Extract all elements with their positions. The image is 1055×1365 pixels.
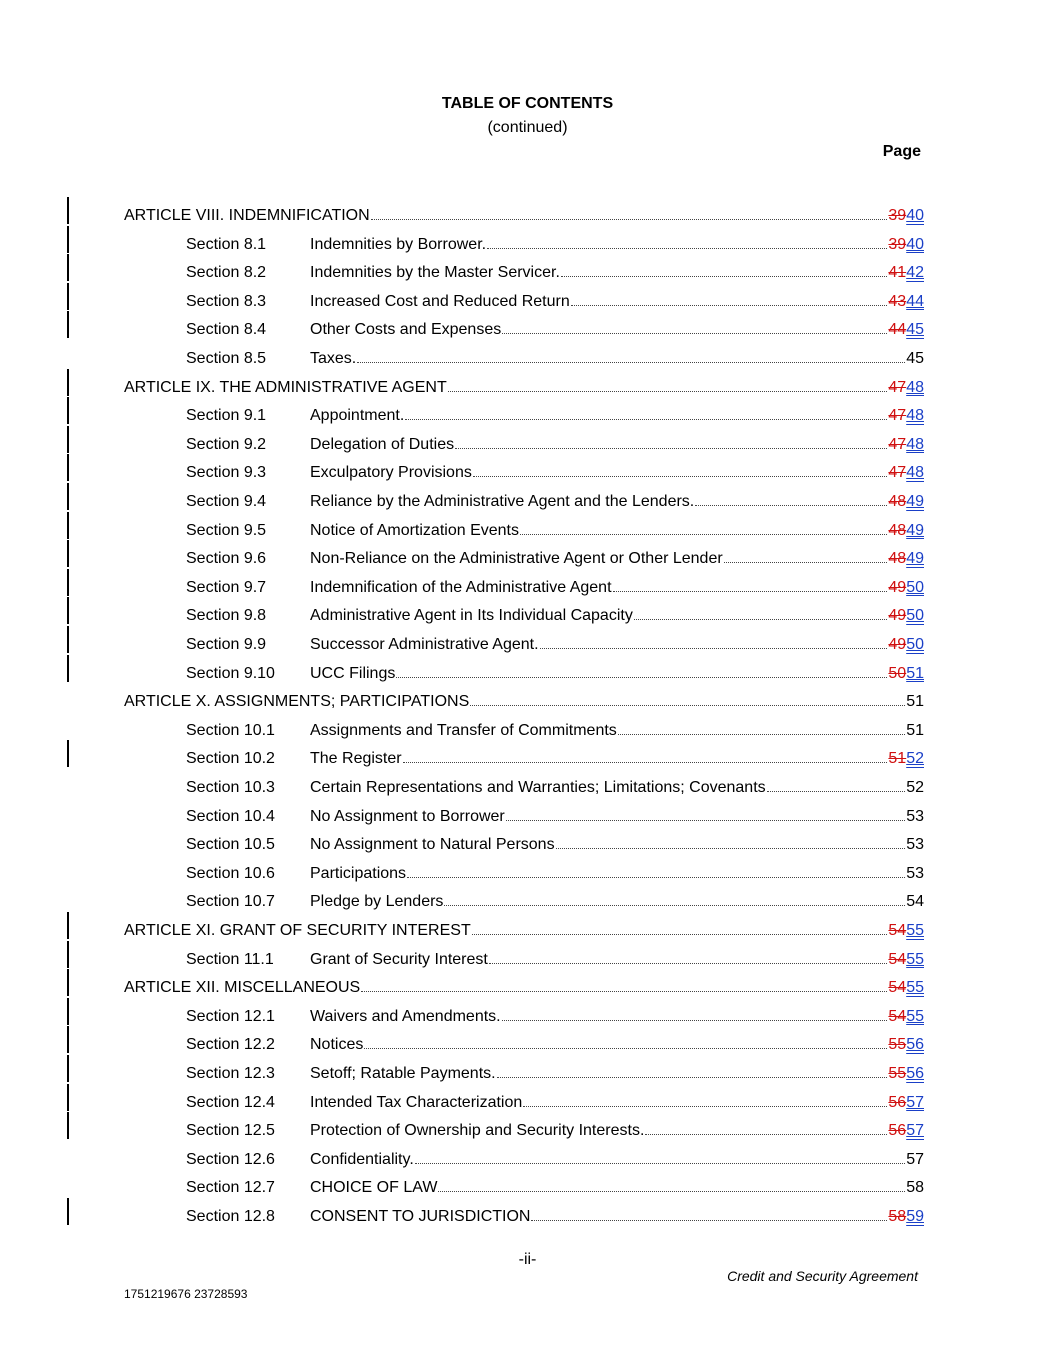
- section-title: Waivers and Amendments.: [310, 1007, 501, 1025]
- section-title: Setoff; Ratable Payments.: [310, 1065, 496, 1082]
- inserted-page-number: 48: [906, 407, 924, 425]
- page-number: 53: [906, 864, 924, 882]
- section-title: CONSENT TO JURISDICTION: [310, 1208, 531, 1225]
- deleted-page-number: 50: [888, 664, 907, 682]
- section-number: Section 12.3: [186, 1065, 275, 1082]
- page-number: [888, 491, 924, 513]
- section-number: Section 9.9: [186, 636, 267, 653]
- toc-title: TABLE OF CONTENTS: [441, 95, 614, 112]
- toc-article-entry[interactable]: [124, 691, 924, 713]
- article-title: ARTICLE XII. MISCELLANEOUS: [124, 979, 361, 997]
- deleted-page-number: 47: [888, 435, 907, 453]
- deleted-page-number: 48: [888, 521, 907, 539]
- toc-section-entry[interactable]: [124, 262, 924, 284]
- page-number: [888, 949, 924, 971]
- deleted-page-number: 55: [888, 1036, 907, 1054]
- inserted-page-number: 48: [906, 435, 924, 453]
- page-number: [888, 205, 924, 227]
- revision-bar: [67, 369, 69, 396]
- revision-bar: [67, 483, 69, 510]
- dot-leader: [444, 891, 905, 906]
- page-number: 52: [906, 779, 924, 796]
- revision-bar: [67, 655, 69, 682]
- section-title: Notices: [310, 1036, 364, 1054]
- toc-section-entry[interactable]: [124, 1092, 924, 1114]
- inserted-page-number: 55: [906, 979, 924, 997]
- inserted-page-number: 55: [906, 1007, 924, 1025]
- section-title: Participations: [310, 864, 407, 882]
- section-number: Section 9.2: [186, 435, 267, 453]
- revision-bar: [67, 454, 69, 481]
- revision-bar: [67, 1055, 69, 1082]
- deleted-page-number: 39: [888, 235, 907, 253]
- section-title: Certain Representations and Warranties; Limitations; Covenants: [310, 779, 766, 796]
- deleted-page-number: 56: [888, 1093, 907, 1111]
- revision-bar: [67, 397, 69, 424]
- page-number: [888, 977, 924, 999]
- deleted-page-number: 43: [888, 292, 907, 310]
- inserted-page-number: 56: [906, 1036, 924, 1054]
- section-title: Exculpatory Provisions: [310, 464, 472, 482]
- toc-section-entry[interactable]: [124, 863, 924, 885]
- toc-section-entry[interactable]: [124, 548, 924, 570]
- section-number: Section 9.5: [186, 521, 267, 539]
- section-number: Section 12.5: [186, 1122, 275, 1140]
- page-number: 53: [906, 807, 924, 825]
- inserted-page-number: 55: [906, 950, 924, 968]
- page-number: [888, 1206, 924, 1228]
- toc-section-entry[interactable]: [124, 520, 924, 542]
- dot-leader: [415, 1149, 905, 1164]
- page-column-label: Page: [882, 143, 921, 160]
- page-number: [888, 405, 924, 427]
- page-number: 54: [906, 893, 924, 911]
- deleted-page-number: 49: [888, 636, 907, 653]
- dot-leader: [473, 462, 888, 477]
- page-number: [888, 577, 924, 599]
- dot-leader: [523, 1092, 887, 1107]
- page-number: [888, 1120, 924, 1142]
- page-number: [888, 234, 924, 256]
- dot-leader: [571, 291, 888, 306]
- section-title: Successor Administrative Agent.: [310, 636, 539, 653]
- section-title: Indemnification of the Administrative Agent: [310, 578, 612, 596]
- toc-section-entry[interactable]: [124, 634, 924, 656]
- toc-section-entry[interactable]: [124, 1206, 924, 1228]
- revision-bar: [67, 998, 69, 1025]
- toc-section-entry[interactable]: [124, 1063, 924, 1085]
- section-title: Reliance by the Administrative Agent and the Lenders.: [310, 493, 695, 510]
- deleted-page-number: 47: [888, 407, 907, 425]
- revision-bar: [67, 226, 69, 253]
- inserted-page-number: 48: [906, 464, 924, 482]
- deleted-page-number: 39: [888, 207, 907, 224]
- dot-leader: [407, 863, 905, 878]
- section-title: Taxes.: [310, 350, 357, 367]
- section-title: Intended Tax Characterization: [310, 1093, 523, 1111]
- revision-bar: [67, 1198, 69, 1225]
- page-number: [888, 634, 924, 656]
- toc-section-entry[interactable]: [124, 720, 924, 742]
- page-number: [888, 262, 924, 284]
- toc-section-entry[interactable]: [124, 491, 924, 513]
- revision-bar: [67, 254, 69, 281]
- section-title: Indemnities by Borrower.: [310, 235, 487, 253]
- dot-leader: [361, 977, 887, 992]
- section-number: Section 10.4: [186, 807, 275, 825]
- dot-leader: [556, 834, 906, 849]
- inserted-page-number: 50: [906, 607, 924, 625]
- section-number: Section 12.6: [186, 1150, 275, 1168]
- toc-section-entry[interactable]: [124, 834, 924, 856]
- section-number: Section 9.3: [186, 464, 267, 482]
- deleted-page-number: 54: [888, 979, 907, 997]
- inserted-page-number: 50: [906, 636, 924, 653]
- inserted-page-number: 42: [906, 264, 924, 282]
- dot-leader: [472, 920, 888, 935]
- toc-section-entry[interactable]: [124, 291, 924, 313]
- section-title: Assignments and Transfer of Commitments: [310, 721, 617, 739]
- inserted-page-number: 57: [906, 1093, 924, 1111]
- page-number: [888, 520, 924, 542]
- dot-leader: [502, 1006, 888, 1021]
- toc-section-entry[interactable]: [124, 434, 924, 456]
- toc-section-entry[interactable]: [124, 748, 924, 770]
- section-title: Protection of Ownership and Security Interests.: [310, 1122, 645, 1140]
- section-number: Section 10.3: [186, 779, 275, 796]
- section-title: Appointment.: [310, 407, 405, 425]
- dot-leader: [767, 777, 906, 792]
- dot-leader: [448, 377, 888, 392]
- section-title: Grant of Security Interest: [310, 950, 488, 968]
- page-number: 51: [906, 693, 924, 711]
- section-title: Indemnities by the Master Servicer.: [310, 264, 560, 282]
- inserted-page-number: 50: [906, 578, 924, 596]
- page-number: [888, 1006, 924, 1028]
- dot-leader: [724, 548, 888, 563]
- revision-bar: [67, 597, 69, 624]
- dot-leader: [561, 262, 888, 277]
- dot-leader: [470, 691, 905, 706]
- toc-section-entry[interactable]: [124, 577, 924, 599]
- inserted-page-number: 57: [906, 1122, 924, 1140]
- dot-leader: [403, 748, 888, 763]
- dot-leader: [438, 1177, 905, 1192]
- inserted-page-number: 48: [906, 378, 924, 396]
- deleted-page-number: 54: [888, 922, 907, 939]
- page-number: 53: [906, 836, 924, 854]
- deleted-page-number: 41: [888, 264, 907, 282]
- section-title: The Register: [310, 750, 402, 768]
- page-number: 57: [906, 1150, 924, 1168]
- article-title: ARTICLE X. ASSIGNMENTS; PARTICIPATIONS: [124, 693, 470, 711]
- inserted-page-number: 45: [906, 321, 924, 339]
- section-number: Section 12.8: [186, 1208, 275, 1225]
- page-number: [888, 920, 924, 942]
- page-number: [888, 434, 924, 456]
- inserted-page-number: 40: [906, 207, 924, 224]
- section-title: Administrative Agent in Its Individual Capacity: [310, 607, 633, 625]
- revision-bar: [67, 740, 69, 767]
- article-title: ARTICLE VIII. INDEMNIFICATION: [124, 207, 370, 224]
- deleted-page-number: 54: [888, 950, 907, 968]
- section-number: Section 10.6: [186, 864, 275, 882]
- deleted-page-number: 44: [888, 321, 907, 339]
- revision-bar: [67, 283, 69, 310]
- section-number: Section 9.4: [186, 493, 267, 510]
- dot-leader: [357, 348, 905, 363]
- page-number: [888, 462, 924, 484]
- revision-bar: [67, 626, 69, 653]
- section-number: Section 9.1: [186, 407, 267, 425]
- deleted-page-number: 56: [888, 1122, 907, 1140]
- section-title: No Assignment to Natural Persons: [310, 836, 555, 854]
- article-title: ARTICLE XI. GRANT OF SECURITY INTEREST: [124, 922, 471, 939]
- footer-agreement-title: Credit and Security Agreement: [727, 1268, 918, 1284]
- deleted-page-number: 48: [888, 550, 907, 568]
- toc-article-entry[interactable]: [124, 977, 924, 999]
- dot-leader: [487, 234, 887, 249]
- toc-section-entry[interactable]: [124, 234, 924, 256]
- section-number: Section 8.4: [186, 321, 267, 339]
- section-number: Section 12.4: [186, 1093, 275, 1111]
- page-number: 51: [906, 721, 924, 739]
- deleted-page-number: 55: [888, 1065, 907, 1082]
- footer-page-number: -ii-: [518, 1251, 537, 1268]
- inserted-page-number: 51: [906, 664, 924, 682]
- toc-subtitle: (continued): [487, 119, 568, 136]
- dot-leader: [618, 720, 905, 735]
- section-title: Increased Cost and Reduced Return: [310, 292, 570, 310]
- revision-bar: [67, 941, 69, 968]
- dot-leader: [489, 949, 888, 964]
- dot-leader: [396, 663, 887, 678]
- deleted-page-number: 49: [888, 578, 907, 596]
- section-number: Section 12.7: [186, 1179, 275, 1197]
- toc-section-entry[interactable]: [124, 1120, 924, 1142]
- page-number: 45: [906, 350, 924, 367]
- section-number: Section 9.8: [186, 607, 267, 625]
- toc-section-entry[interactable]: [124, 1149, 924, 1171]
- inserted-page-number: 44: [906, 292, 924, 310]
- toc-section-entry[interactable]: [124, 1006, 924, 1028]
- toc-section-entry[interactable]: [124, 319, 924, 341]
- page-number: [888, 663, 924, 685]
- revision-bar: [67, 912, 69, 939]
- section-number: Section 11.1: [186, 950, 274, 968]
- toc-section-entry[interactable]: [124, 806, 924, 828]
- dot-leader: [645, 1120, 887, 1135]
- page-number: [888, 748, 924, 770]
- inserted-page-number: 52: [906, 750, 924, 768]
- revision-bar: [67, 512, 69, 539]
- toc-section-entry[interactable]: [124, 777, 924, 799]
- section-number: Section 9.7: [186, 578, 267, 596]
- revision-bar: [67, 540, 69, 567]
- toc-article-entry[interactable]: [124, 377, 924, 399]
- toc-section-entry[interactable]: [124, 1034, 924, 1056]
- section-title: UCC Filings: [310, 664, 396, 682]
- deleted-page-number: 47: [888, 378, 907, 396]
- toc-section-entry[interactable]: [124, 462, 924, 484]
- page-number: [888, 377, 924, 399]
- section-number: Section 12.1: [186, 1007, 275, 1025]
- inserted-page-number: 56: [906, 1065, 924, 1082]
- section-number: Section 9.10: [186, 664, 275, 682]
- section-title: Delegation of Duties: [310, 435, 455, 453]
- section-title: CHOICE OF LAW: [310, 1179, 438, 1197]
- page-number: [888, 548, 924, 570]
- inserted-page-number: 49: [906, 521, 924, 539]
- toc-section-entry[interactable]: [124, 1177, 924, 1199]
- section-number: Section 9.6: [186, 550, 267, 568]
- revision-bar: [67, 1084, 69, 1111]
- revision-bar: [67, 1026, 69, 1053]
- section-number: Section 8.1: [186, 235, 267, 253]
- deleted-page-number: 51: [888, 750, 907, 768]
- inserted-page-number: 40: [906, 235, 924, 253]
- revision-bar: [67, 197, 69, 224]
- section-title: Pledge by Lenders: [310, 893, 444, 911]
- dot-leader: [364, 1034, 887, 1049]
- revision-bar: [67, 1112, 69, 1139]
- revision-bar: [67, 969, 69, 996]
- section-number: Section 8.5: [186, 350, 267, 367]
- page-number: 58: [906, 1179, 924, 1197]
- toc-article-entry[interactable]: [124, 205, 924, 227]
- section-number: Section 8.2: [186, 264, 267, 282]
- deleted-page-number: 47: [888, 464, 907, 482]
- page-number: [888, 1034, 924, 1056]
- article-title: ARTICLE IX. THE ADMINISTRATIVE AGENT: [124, 378, 447, 396]
- toc-section-entry[interactable]: [124, 605, 924, 627]
- inserted-page-number: 49: [906, 550, 924, 568]
- inserted-page-number: 59: [906, 1208, 924, 1225]
- section-number: Section 10.1: [186, 721, 275, 739]
- dot-leader: [540, 634, 888, 649]
- section-title: No Assignment to Borrower: [310, 807, 505, 825]
- toc-section-entry[interactable]: [124, 891, 924, 913]
- dot-leader: [506, 806, 905, 821]
- dot-leader: [405, 405, 887, 420]
- document-id: 1751219676 23728593: [124, 1287, 248, 1301]
- section-title: Notice of Amortization Events: [310, 521, 519, 539]
- deleted-page-number: 54: [888, 1007, 907, 1025]
- toc-article-entry[interactable]: [124, 920, 924, 942]
- dot-leader: [531, 1206, 887, 1221]
- inserted-page-number: 49: [906, 493, 924, 510]
- dot-leader: [520, 520, 887, 535]
- toc-section-entry[interactable]: [124, 348, 924, 370]
- page-number: [888, 1063, 924, 1085]
- section-number: Section 12.2: [186, 1036, 275, 1054]
- page-number: [888, 1092, 924, 1114]
- dot-leader: [371, 205, 888, 220]
- section-number: Section 8.3: [186, 292, 267, 310]
- dot-leader: [497, 1063, 888, 1078]
- section-title: Other Costs and Expenses: [310, 321, 502, 339]
- deleted-page-number: 48: [888, 493, 907, 510]
- dot-leader: [455, 434, 887, 449]
- dot-leader: [613, 577, 888, 592]
- toc-section-entry[interactable]: [124, 949, 924, 971]
- revision-bar: [67, 426, 69, 453]
- section-number: Section 10.7: [186, 893, 275, 911]
- revision-bar: [67, 311, 69, 338]
- section-title: Confidentiality.: [310, 1150, 414, 1168]
- page-number: [888, 291, 924, 313]
- deleted-page-number: 58: [888, 1208, 907, 1225]
- section-number: Section 10.2: [186, 750, 275, 768]
- toc-section-entry[interactable]: [124, 663, 924, 685]
- dot-leader: [502, 319, 887, 334]
- page-number: [888, 319, 924, 341]
- toc-section-entry[interactable]: [124, 405, 924, 427]
- deleted-page-number: 49: [888, 607, 907, 625]
- revision-bar: [67, 569, 69, 596]
- section-title: Non-Reliance on the Administrative Agent or Other Lender: [310, 550, 723, 568]
- inserted-page-number: 55: [906, 922, 924, 939]
- page-number: [888, 605, 924, 627]
- dot-leader: [634, 605, 888, 620]
- section-number: Section 10.5: [186, 836, 275, 854]
- dot-leader: [695, 491, 887, 506]
